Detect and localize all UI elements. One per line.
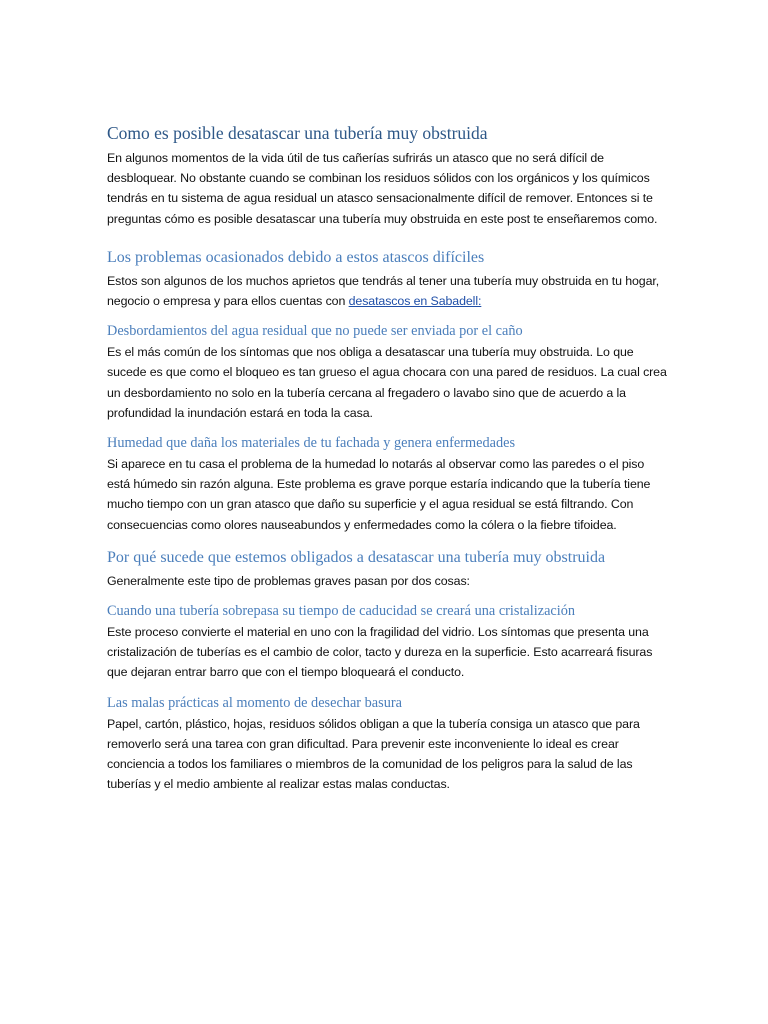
section-problems-paragraph bbox=[107, 271, 667, 311]
subheading-bad-practices: Las malas prácticas al momento de desechar basura bbox=[107, 694, 402, 711]
document-page bbox=[107, 120, 667, 794]
section-heading-problems: Los problemas ocasionados debido a estos atascos difíciles bbox=[107, 248, 485, 266]
intro-paragraph: En algunos momentos de la vida útil de tus cañerías sufrirás un atasco que no será difícil de desbloquear. No obstante cuando se combinan los residuos sólidos con los orgánicos y los químicos tendrás en tu sistema de agua residual un atasco sensacionalmente difícil de remover. Entonces si te preguntas cómo es posible desatascar una tubería muy obstruida en este post te enseñaremos como. bbox=[107, 151, 658, 226]
overflow-paragraph: Es el más común de los síntomas que nos obliga a desatascar una tubería muy obstruida. Lo que sucede es que como el bloqueo es tan grueso el agua chocara con una pared de residuos. La cual crea un desbordamiento no solo en la tubería cercana al fregadero o lavabo sino que de acuerdo a la profundidad la inundación estará en toda la casa. bbox=[107, 345, 667, 420]
subheading-overflow: Desbordamientos del agua residual que no puede ser enviada por el caño bbox=[107, 323, 523, 340]
bad-practices-paragraph: Papel, cartón, plástico, hojas, residuos sólidos obligan a que la tubería consiga un atasco que para removerlo será una tarea con gran dificultad. Para prevenir este inconveniente lo ideal es crear conciencia a todos los familiares o miembros de la comunidad de los peligros para la salud de las tuberías y el medio ambiente al realizar estas malas conductas. bbox=[107, 716, 640, 792]
section-heading-why: Por qué sucede que estemos obligados a desatascar una tubería muy obstruida bbox=[107, 548, 606, 566]
document-title: Como es posible desatascar una tubería muy obstruida bbox=[107, 123, 488, 143]
subheading-crystallization: Cuando una tubería sobrepasa su tiempo de caducidad se creará una cristalización bbox=[107, 603, 576, 620]
crystallization-paragraph: Este proceso convierte el material en uno con la fragilidad del vidrio. Los síntomas que presenta una cristalización de tuberías es el cambio de color, tacto y dureza en la superficie. Esto acarreará fisuras que dejaran entrar barro que con el tiempo bloqueará el conducto. bbox=[107, 625, 653, 680]
subheading-humidity: Humedad que daña los materiales de tu fachada y genera enfermedades bbox=[107, 435, 516, 452]
section-problems-text: Estos son algunos de los muchos aprietos que tendrás al tener una tubería muy obstruida en tu hogar, negocio o empresa y para ellos cuentas con bbox=[107, 273, 660, 309]
desatascos-sabadell-link[interactable]: desatascos en Sabadell: bbox=[348, 294, 482, 309]
why-paragraph: Generalmente este tipo de problemas graves pasan por dos cosas: bbox=[107, 573, 470, 588]
humidity-paragraph: Si aparece en tu casa el problema de la humedad lo notarás al observar como las paredes o el piso está húmedo sin razón alguna. Este problema es grave porque estaría indicando que la tubería tiene mucho tiempo con un gran atasco que daño su superficie y el agua residual se está filtrando. Con consecuencias como olores nauseabundos y enfermedades como la cólera o la fiebre tifoidea. bbox=[107, 457, 651, 532]
